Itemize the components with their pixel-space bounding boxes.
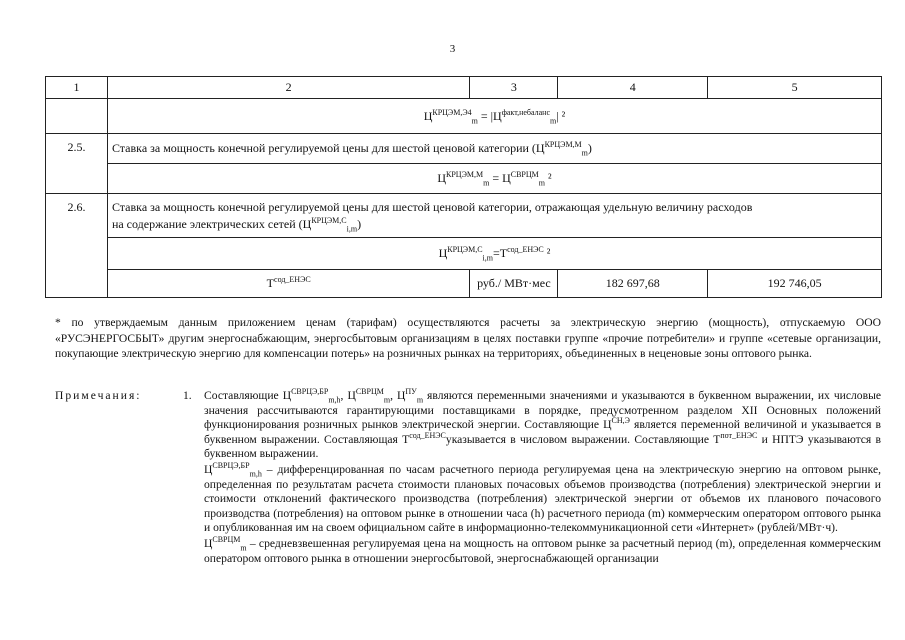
row-number: 2.5.: [46, 134, 108, 194]
formula-m: $Ц^{КРЦЭМ,М}_m = Ц^{СВРЦМ}_m$ ²: [107, 164, 881, 194]
formula-e4: $Ц^{КРЦЭМ,Э4}_m = |Ц^{факт,небаланс}_m|$ ²: [107, 99, 881, 134]
table-row: [46, 270, 882, 298]
value-col4: 182 697,68: [558, 270, 708, 298]
notes-label: Примечания:: [55, 389, 142, 402]
row-description: Ставка за мощность конечной регулируемой цены для шестой ценовой категории, отражающая удельную величину расходов на содержание электрических сетей $(Ц^{КРЦЭМ,С}_{i,m})$: [107, 194, 881, 238]
table-header-row: [46, 77, 882, 99]
value-col5: 192 746,05: [708, 270, 882, 298]
note-paragraph-2: $Ц^{СВРЦЭ,БР}_{m,h}$ – дифференцированная по часам расчетного периода регулируемая цена на электрическую энергию на оптовом рынке, определенная по результатам расчета стоимости плановых почасовых объемов производства (потребления) электрической энергии и стоимости отклонений фактического производства (потребления) электрической энергии от объемов их планового почасового производства (потребления) на оптовом рынке в отношении часа (h) расчетного периода (m) коммерческим оператором оптового рынка и опубликованная им на своем официальном сайте в информационно-телекоммуникационной сети «Интернет» (рублей/МВт·ч).: [204, 461, 881, 535]
table-row: [46, 99, 882, 134]
note-paragraph-3: $Ц^{СВРЦМ}_m$ – средневзвешенная регулируемая цена на мощность на оптовом рынке за расчетный период (m), определенная коммерческим оператором оптового рынка в отношении энергосбытовой, энергоснабжающей организации: [204, 535, 881, 565]
empty-cell: [46, 99, 108, 134]
tariff-table: [45, 76, 882, 298]
header-cell-3: 3: [470, 77, 558, 99]
header-cell-1: 1: [46, 77, 108, 99]
header-cell-5: 5: [708, 77, 882, 99]
formula-c: $Ц^{КРЦЭМ,С}_{i,m}=T^{сод\_ЕНЭС}$ ²: [107, 238, 881, 270]
value-name: $T^{сод\_ЕНЭС}$: [107, 270, 469, 298]
table-row: [46, 238, 882, 270]
row-description: Ставка за мощность конечной регулируемой цены для шестой ценовой категории $(Ц^{КРЦЭМ,М}_m)$: [107, 134, 881, 164]
notes-item-number: 1.: [183, 389, 192, 402]
row-number: 2.6.: [46, 194, 108, 298]
header-cell-4: 4: [558, 77, 708, 99]
header-cell-2: 2: [107, 77, 469, 99]
notes-body: [204, 389, 881, 567]
table-row: [46, 194, 882, 238]
value-unit: руб./ МВт·мес: [470, 270, 558, 298]
note-paragraph-1: Составляющие $Ц^{СВРЦЭ,БР}_{m,h}$, $Ц^{СВРЦМ}_m$, $Ц^{ПУ}_m$ являются переменными значениями и указываются в буквенном выражении, их числовые значения рассчитываются гарантирующими поставщиками в порядке, предусмотренном разделом XII Основных положений функционирования розничных рынков электрической энергии. Составляющие $Ц^{СН,Э}$ является переменной величиной и указывается в буквенном выражении. Составляющая $T^{сод\_ЕНЭС}указывается$ в числовом выражении. Составляющие $T^{пот\_ЕНЭС}$ и НПТЭ указываются в буквенном выражении.: [204, 387, 882, 461]
page-number: 3: [449, 43, 456, 55]
table-row: [46, 134, 882, 164]
footnote: * по утверждаемым данным приложением ценам (тарифам) осуществляются расчеты за электрическую энергию (мощность), отпускаемую ООО «РУСЭНЕРГОСБЫТ» другим энергоснабжающим, энергосбытовым организациям в целях поставки группе «прочие потребители» и группе «сетевые организации, покупающие электрическую энергию для компенсации потерь» на розничных рынках на территориях, объединенных в неценовые зоны оптового рынка.: [55, 316, 881, 360]
table-row: [46, 164, 882, 194]
